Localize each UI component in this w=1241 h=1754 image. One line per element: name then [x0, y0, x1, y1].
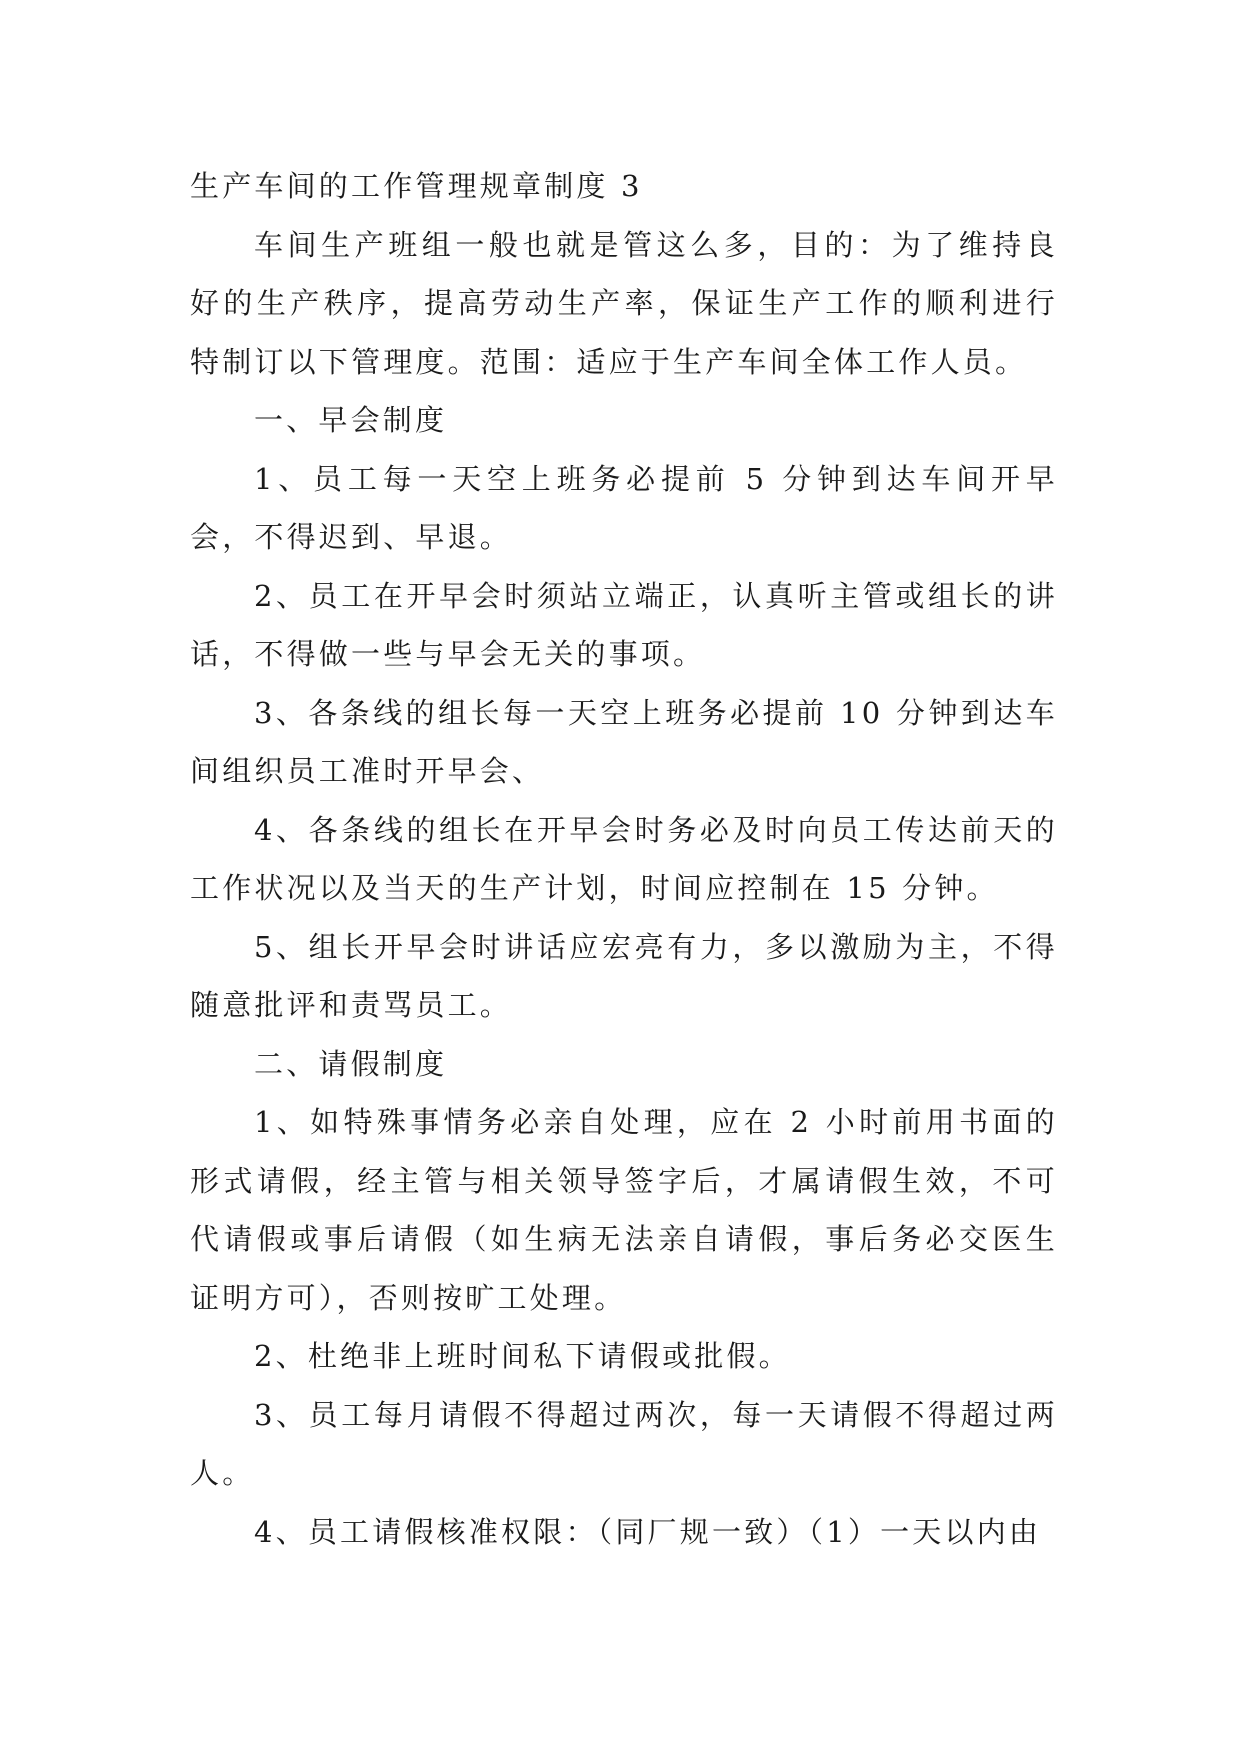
leave-rule-3: 3、员工每月请假不得超过两次，每一天请假不得超过两人。 — [190, 1397, 1058, 1490]
intro-paragraph: 车间生产班组一般也就是管这么多，目的：为了维持良好的生产秩序，提高劳动生产率，保证生产工作的顺利进行特制订以下管理度。范围：适应于生产车间全体工作人员。 — [190, 227, 1058, 379]
morning-rule-3: 3、各条线的组长每一天空上班务必提前 10 分钟到达车间组织员工准时开早会、 — [190, 695, 1058, 788]
section-heading-morning-meeting: 一、早会制度 — [254, 403, 448, 437]
document-title: 生产车间的工作管理规章制度 3 — [190, 169, 643, 203]
leave-rule-2: 2、杜绝非上班时间私下请假或批假。 — [254, 1339, 791, 1373]
morning-rule-1: 1、员工每一天空上班务必提前 5 分钟到达车间开早会，不得迟到、早退。 — [190, 461, 1058, 554]
morning-rule-5: 5、组长开早会时讲话应宏亮有力，多以激励为主，不得随意批评和责骂员工。 — [190, 929, 1058, 1022]
morning-rule-2: 2、员工在开早会时须站立端正，认真听主管或组长的讲话，不得做一些与早会无关的事项。 — [190, 578, 1058, 671]
leave-rule-1: 1、如特殊事情务必亲自处理，应在 2 小时前用书面的形式请假，经主管与相关领导签字后，才属请假生效，不可代请假或事后请假（如生病无法亲自请假，事后务必交医生证明方可），否则按旷工处理。 — [190, 1105, 1058, 1315]
leave-rule-4: 4、员工请假核准权限：（同厂规一致）（1）一天以内由 — [254, 1514, 1042, 1549]
section-heading-leave: 二、请假制度 — [254, 1046, 448, 1081]
document-body — [190, 157, 1058, 1561]
morning-rule-4: 4、各条线的组长在开早会时务必及时向员工传达前天的工作状况以及当天的生产计划，时间应控制在 15 分钟。 — [190, 812, 1058, 905]
